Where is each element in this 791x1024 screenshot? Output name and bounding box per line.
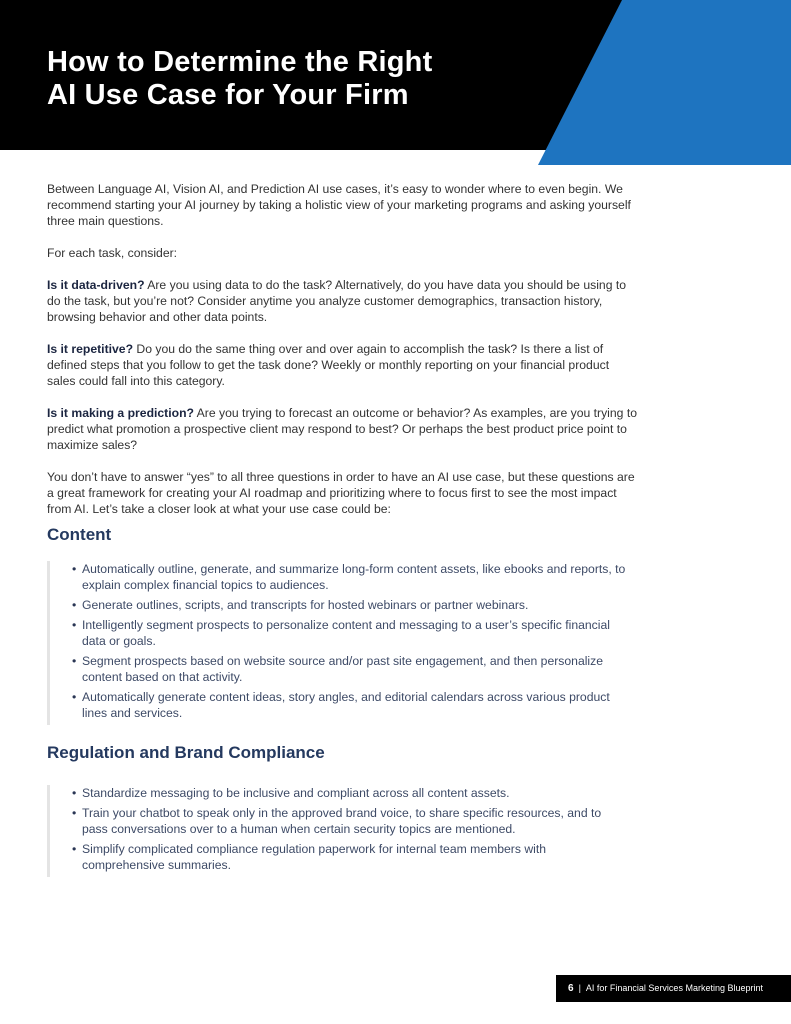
closing-paragraph: You don’t have to answer “yes” to all three questions in order to have an AI use case, but these questions are a great framework for creating your AI roadmap and prioritizing where to focus first to see the most impact from AI. Let’s take a closer look at what your use case could be:: [47, 470, 635, 516]
question-text: Are you using data to do the task? Alternatively, do you have data you should be using to do the task, but you’re not? Consider anytime you analyze customer demographics, transaction history, browsing behavior and other data points.: [47, 278, 627, 324]
page-footer: [556, 975, 791, 1002]
intro-body: [47, 181, 637, 517]
page-title: [47, 46, 432, 112]
list-item: • Simplify complicated compliance regulation paperwork for internal team members with comprehensive summaries.: [72, 841, 630, 873]
list-item: • Intelligently segment prospects to personalize content and messaging to a user’s specific financial data or goals.: [72, 617, 630, 649]
list-item: • Segment prospects based on website source and/or past site engagement, and then personalize content based on that activity.: [72, 653, 630, 685]
list-item: • Standardize messaging to be inclusive and compliant across all content assets.: [72, 785, 630, 801]
footer-doc-title: AI for Financial Services Marketing Blueprint: [585, 983, 763, 993]
page-number: 6: [568, 983, 574, 994]
question-repetitive: [47, 341, 637, 389]
question-text: Do you do the same thing over and over again to accomplish the task? Is there a list of defined steps that you follow to get the task done? Weekly or monthly reporting on your financial product sales could fall into this category.: [47, 342, 610, 388]
page-title-line-2: AI Use Case for Your Firm: [47, 79, 409, 111]
content-bullet-list: [47, 561, 630, 725]
question-prediction: [47, 405, 637, 453]
question-data-driven: [47, 277, 637, 325]
page-title-line-1: How to Determine the Right: [47, 46, 433, 78]
question-text: Are you trying to forecast an outcome or behavior? As examples, are you trying to predict what promotion a prospective client may respond to best? Or perhaps the best product price point to maximize sales?: [47, 406, 637, 452]
intro-prompt: For each task, consider:: [47, 246, 178, 260]
question-label: Is it repetitive?: [47, 342, 134, 356]
section-heading-compliance: Regulation and Brand Compliance: [47, 743, 325, 762]
footer-separator: |: [578, 983, 581, 993]
list-item: • Automatically generate content ideas, story angles, and editorial calendars across various product lines and services.: [72, 689, 630, 721]
compliance-bullet-list: [47, 785, 630, 877]
list-item: • Train your chatbot to speak only in the approved brand voice, to share specific resources, and to pass conversations over to a human when certain security topics are mentioned.: [72, 805, 630, 837]
list-item: • Generate outlines, scripts, and transcripts for hosted webinars or partner webinars.: [72, 597, 630, 613]
question-label: Is it data-driven?: [47, 278, 145, 292]
section-heading-content: Content: [47, 525, 112, 544]
question-label: Is it making a prediction?: [47, 406, 194, 420]
list-item: • Automatically outline, generate, and summarize long-form content assets, like ebooks and reports, to explain complex financial topics to audiences.: [72, 561, 630, 593]
intro-paragraph: Between Language AI, Vision AI, and Prediction AI use cases, it’s easy to wonder where to even begin. We recommend starting your AI journey by taking a holistic view of your marketing programs and asking yourself three main questions.: [47, 182, 631, 228]
